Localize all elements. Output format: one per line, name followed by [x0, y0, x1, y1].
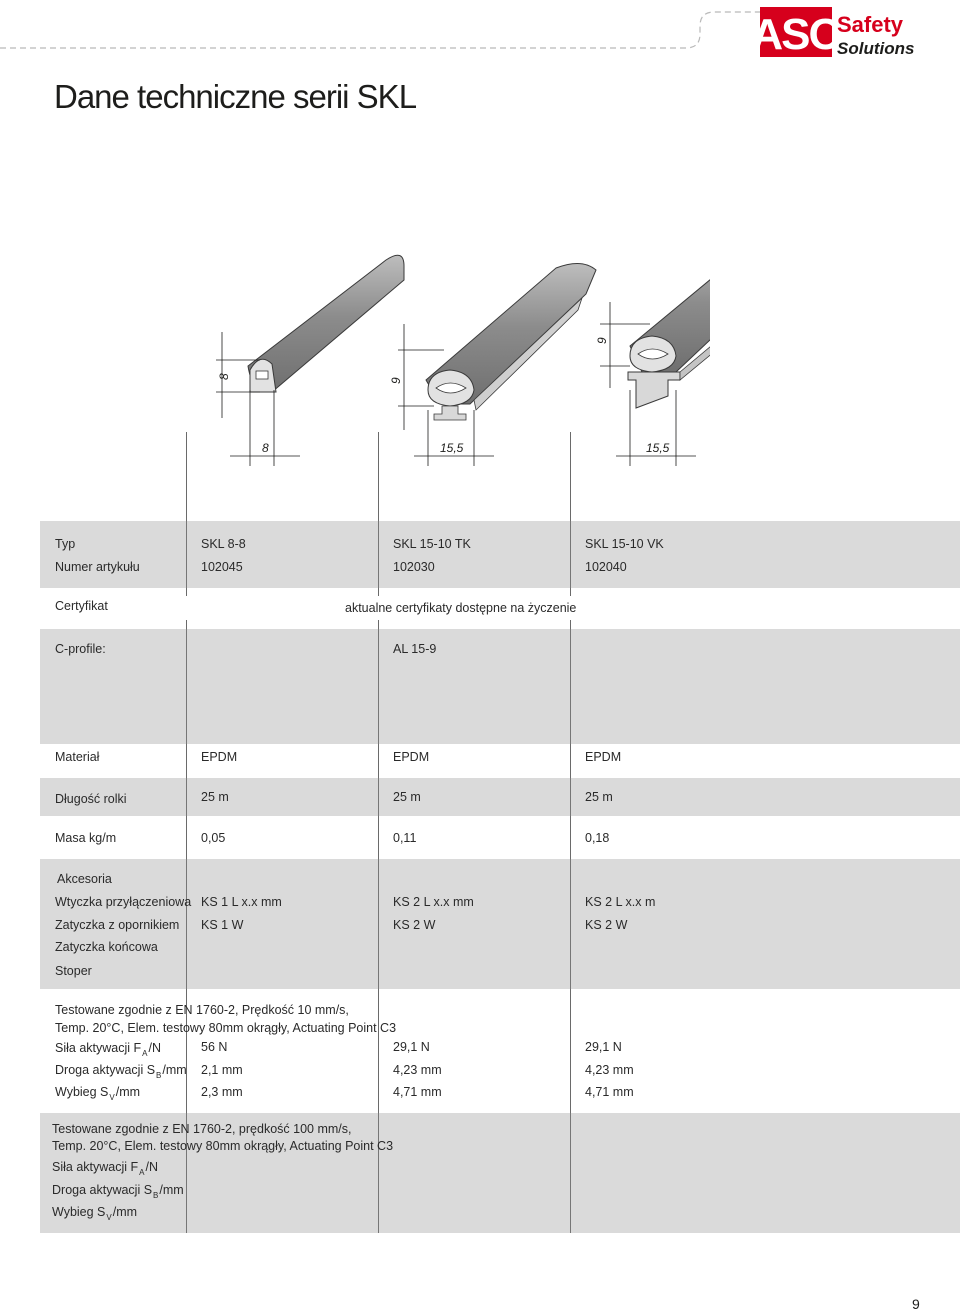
page-number: 9: [912, 1296, 920, 1312]
test1-sila-label: Siła aktywacji $F_A/N$: [55, 1041, 161, 1058]
material-value-1: EPDM: [201, 750, 238, 764]
material-value-3: EPDM: [585, 750, 622, 764]
dlugosc-value-3: 25 m: [585, 790, 613, 804]
test1-sila-value-3: 29,1 N: [585, 1040, 622, 1054]
test2-wybieg-label: Wybieg $S_V/mm$: [52, 1205, 138, 1222]
cprofile-value: AL 15-9: [393, 642, 437, 656]
masa-label: Masa kg/m: [55, 831, 117, 845]
test1-line2: Temp. 20°C, Elem. testowy 80mm okrągły, Actuating Point C3: [55, 1021, 397, 1035]
test1-wybieg-value-2: 4,71 mm: [393, 1085, 442, 1099]
aso-logo: [760, 4, 920, 60]
dlugosc-label: Długość rolki: [55, 792, 127, 806]
dlugosc-value-2: 25 m: [393, 790, 421, 804]
typ-value-1: SKL 8-8: [201, 537, 246, 551]
test2-line1: Testowane zgodnie z EN 1760-2, prędkość 100 mm/s,: [52, 1122, 352, 1136]
cprofile-label: C-profile:: [55, 642, 106, 656]
wtyczka-value-3: KS 2 L x.x m: [585, 895, 656, 909]
zatyczka-koncowa-label: Zatyczka końcowa: [55, 940, 158, 954]
dim-height-3: 9: [595, 337, 609, 344]
certyfikat-label: Certyfikat: [55, 599, 108, 613]
dim-height-1: 8: [217, 373, 231, 380]
profile-skl-8-8-drawing: [248, 255, 404, 392]
typ-value-3: SKL 15-10 VK: [585, 537, 664, 551]
numer-label: Numer artykułu: [55, 560, 140, 574]
masa-value-3: 0,18: [585, 831, 610, 845]
test1-droga-value-2: 4,23 mm: [393, 1063, 442, 1077]
header-dashed-line: [0, 10, 760, 50]
wtyczka-value-1: KS 1 L x.x mm: [201, 895, 282, 909]
test1-wybieg-label: Wybieg $S_V/mm$: [55, 1085, 141, 1102]
wtyczka-label: Wtyczka przyłączeniowa: [55, 895, 192, 909]
band-typ: [40, 521, 960, 588]
zatyczka-opornik-label: Zatyczka z opornikiem: [55, 918, 180, 932]
dim-width-3: 15,5: [646, 441, 670, 455]
logo-aso-text: ASO: [760, 10, 841, 59]
dim-width-1: 8: [262, 441, 269, 455]
test2-sila-label: Siła aktywacji $F_A/N$: [52, 1160, 158, 1177]
band-cprofile: [40, 629, 960, 744]
band-dlugosc: [40, 778, 960, 816]
test1-droga-label: Droga aktywacji $S_B/mm$: [55, 1063, 187, 1080]
certyfikat-value: aktualne certyfikaty dostępne na życzenie: [345, 601, 577, 615]
masa-value-1: 0,05: [201, 831, 226, 845]
dim-height-2: 9: [389, 377, 403, 384]
akcesoria-heading: Akcesoria: [57, 872, 112, 886]
logo-solutions-text: Solutions: [837, 39, 915, 58]
stoper-label: Stoper: [55, 964, 92, 978]
test2-droga-label: Droga aktywacji $S_B/mm$: [52, 1183, 184, 1200]
profile-skl-15-10-tk-drawing: [426, 263, 596, 420]
dlugosc-value-1: 25 m: [201, 790, 229, 804]
numer-value-2: 102030: [393, 560, 435, 574]
test1-wybieg-value-3: 4,71 mm: [585, 1085, 634, 1099]
zatyczka-opornik-value-2: KS 2 W: [393, 918, 436, 932]
numer-value-1: 102045: [201, 560, 243, 574]
profiles-drawing: [190, 240, 710, 470]
typ-label: Typ: [55, 537, 76, 551]
zatyczka-opornik-value-1: KS 1 W: [201, 918, 244, 932]
masa-value-2: 0,11: [393, 831, 417, 845]
test1-sila-value-1: 56 N: [201, 1040, 228, 1054]
numer-value-3: 102040: [585, 560, 627, 574]
test1-droga-value-3: 4,23 mm: [585, 1063, 634, 1077]
test2-line2: Temp. 20°C, Elem. testowy 80mm okrągły, Actuating Point C3: [52, 1139, 394, 1153]
material-label: Materiał: [55, 750, 100, 764]
logo-safety-text: Safety: [837, 12, 904, 37]
zatyczka-opornik-value-3: KS 2 W: [585, 918, 628, 932]
page-title: Dane techniczne serii SKL: [54, 78, 417, 115]
typ-value-2: SKL 15-10 TK: [393, 537, 471, 551]
dim-width-2: 15,5: [440, 441, 464, 455]
material-value-2: EPDM: [393, 750, 430, 764]
profile-skl-15-10-vk-drawing: [628, 246, 710, 408]
wtyczka-value-2: KS 2 L x.x mm: [393, 895, 474, 909]
test1-wybieg-value-1: 2,3 mm: [201, 1085, 243, 1099]
test1-droga-value-1: 2,1 mm: [201, 1063, 243, 1077]
test1-line1: Testowane zgodnie z EN 1760-2, Prędkość 10 mm/s,: [55, 1003, 349, 1017]
test1-sila-value-2: 29,1 N: [393, 1040, 430, 1054]
